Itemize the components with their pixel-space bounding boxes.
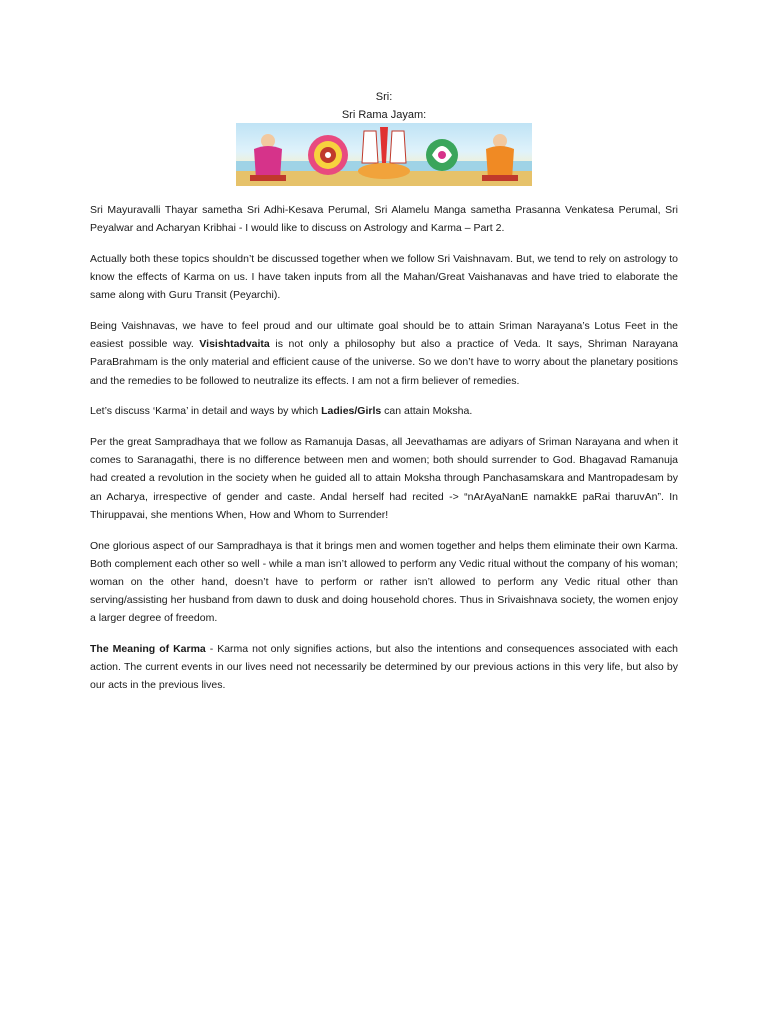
- paragraph-invocation: Sri Mayuravalli Thayar sametha Sri Adhi-Kesava Perumal, Sri Alamelu Manga sametha Prasanna Venkatesa Perumal, Sri Peyalwar and Acharyan Kribhai - I would like to discuss on Astrology and Karma – Part 2.: [90, 204, 678, 235]
- thirunamam-icon: [358, 127, 410, 179]
- term-ladies-girls: Ladies/Girls: [321, 405, 382, 418]
- paragraph-meaning-of-karma: [90, 640, 678, 695]
- document-header: [0, 88, 768, 124]
- deity-banner-image: [236, 123, 532, 186]
- document-body: [90, 201, 678, 707]
- banner-illustration: [236, 123, 532, 186]
- paragraph-sampradhaya: Per the great Sampradhaya that we follow as Ramanuja Dasas, all Jeevathamas are adiyars of Sriman Narayana and when it comes to Saranagathi, there is no difference between men and women; both should surrender to God. Bhagavad Ramanuja had created a revolution in the society when he guided all to attain Moksha through Panchasamskara and Mantropadesam by an Acharya, irrespective of gender and caste. Andal herself had recited -> “nArAyaNanE namakkE paRai tharuvAn”. In Thiruppavai, she mentions When, How and Whom to Surrender!: [90, 436, 678, 521]
- paragraph-vaishnavas: [90, 317, 678, 390]
- paragraph-astrology-karma: Actually both these topics shouldn’t be discussed together when we follow Sri Vaishnavam. But, we tend to rely on astrology to know the effects of Karma on us. I have taken inputs from all the Mahan/Great Vaishanavas and have tried to elaborate the same along with Guru Transit (Peyarchi).: [90, 252, 678, 302]
- paragraph-meaning-of-karma-text: - Karma not only signifies actions, but also the intentions and consequences associated with each action. The current events in our lives need not necessarily be determined by our previous actions in this very life, but also by our acts in the previous lives.: [90, 643, 678, 692]
- heading-meaning-of-karma: The Meaning of Karma: [90, 643, 206, 656]
- header-line-sri-rama-jayam: Sri Rama Jayam:: [341, 109, 427, 121]
- paragraph-men-and-women: One glorious aspect of our Sampradhaya is that it brings men and women together and helps them eliminate their own Karma. Both complement each other so well - while a man isn’t allowed to perform any Vedic ritual without the company of his woman; woman on the other hand, doesn’t have to perform or rather isn’t allowed to perform any Vedic ritual other than serving/assisting her husband from dawn to dusk and doing household chores. Thus in Srivaishnava society, the women enjoy a larger degree of freedom.: [90, 539, 678, 625]
- paragraph-karma-ladies-part-1: Let’s discuss ‘Karma’ in detail and ways by which: [90, 405, 322, 418]
- conch-icon: [426, 139, 458, 171]
- header-line-sri: Sri:: [375, 91, 393, 103]
- paragraph-karma-ladies: [90, 402, 678, 420]
- paragraph-vaishnavas-part-2: is not only a philosophy but also a practice of Veda. It says, Shriman Narayana ParaBrahmam is the only material and efficient cause of the universe. So we don’t have to worry about the planetary positions and the remedies to be followed to neutralize its effects. I am not a firm believer of remedies.: [90, 338, 678, 387]
- paragraph-karma-ladies-part-2: can attain Moksha.: [381, 405, 473, 418]
- paragraph-vaishnavas-part-1: Being Vaishnavas, we have to feel proud and our ultimate goal should be to attain Sriman Narayana’s Lotus Feet in the easiest possible way.: [90, 320, 678, 351]
- term-visishtadvaita: Visishtadvaita: [199, 338, 270, 351]
- sudarshana-wheel-icon: [308, 135, 348, 175]
